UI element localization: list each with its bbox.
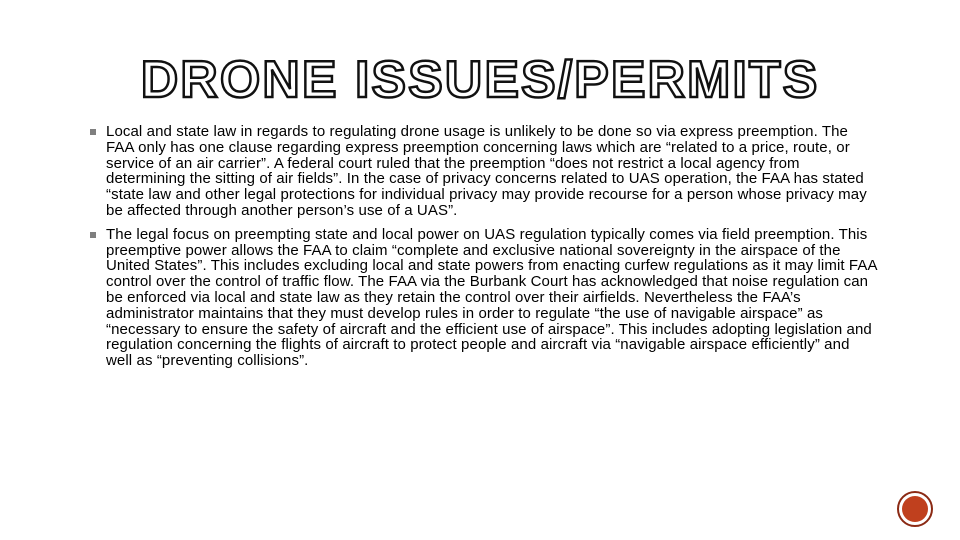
- slide-number-badge: [897, 491, 933, 527]
- bullet-item-2: [88, 227, 878, 369]
- bullet-text-2: The legal focus on preempting state and local power on UAS regulation typically comes via field preemption. This preemptive power allows the FAA to claim “complete and exclusive national sovereignty in the airspace of the United States”. This includes excluding local and state powers from enacting curfew regulations as it may limit FAA control over the control of traffic flow. The FAA via the Burbank Court has acknowledged that noise regulation can be enforced via local and state law as they retain the control over their airfields. Nevertheless the FAA’s administrator maintains that they must develop rules in order to regulate “the use of navigable airspace” as “necessary to ensure the safety of aircraft and the efficient use of airspace”. This includes adopting legislation and regulation concerning the flights of aircraft to protect people and aircraft via “navigable airspace efficiently” and well as “preventing collisions”.: [106, 225, 877, 370]
- bullet-item-1: [88, 124, 878, 219]
- bullet-list: [88, 124, 878, 377]
- square-bullet-icon: [90, 232, 96, 238]
- bullet-text-1: Local and state law in regards to regulating drone usage is unlikely to be done so via express preemption. The FAA only has one clause regarding express preemption concerning laws which are “related to a price, route, or service of an air carrier”. A federal court ruled that the preemption “does not restrict a local agency from determining the sitting of air fields”. In the case of privacy concerns related to UAS operation, the FAA has stated “state law and other legal protections for individual privacy may provide recourse for a person whose privacy may be affected through another person’s use of a UAS”.: [106, 123, 867, 219]
- slide-title: DRONE ISSUES/PERMITS: [140, 51, 820, 109]
- square-bullet-icon: [90, 129, 96, 135]
- circle-icon: [902, 496, 928, 522]
